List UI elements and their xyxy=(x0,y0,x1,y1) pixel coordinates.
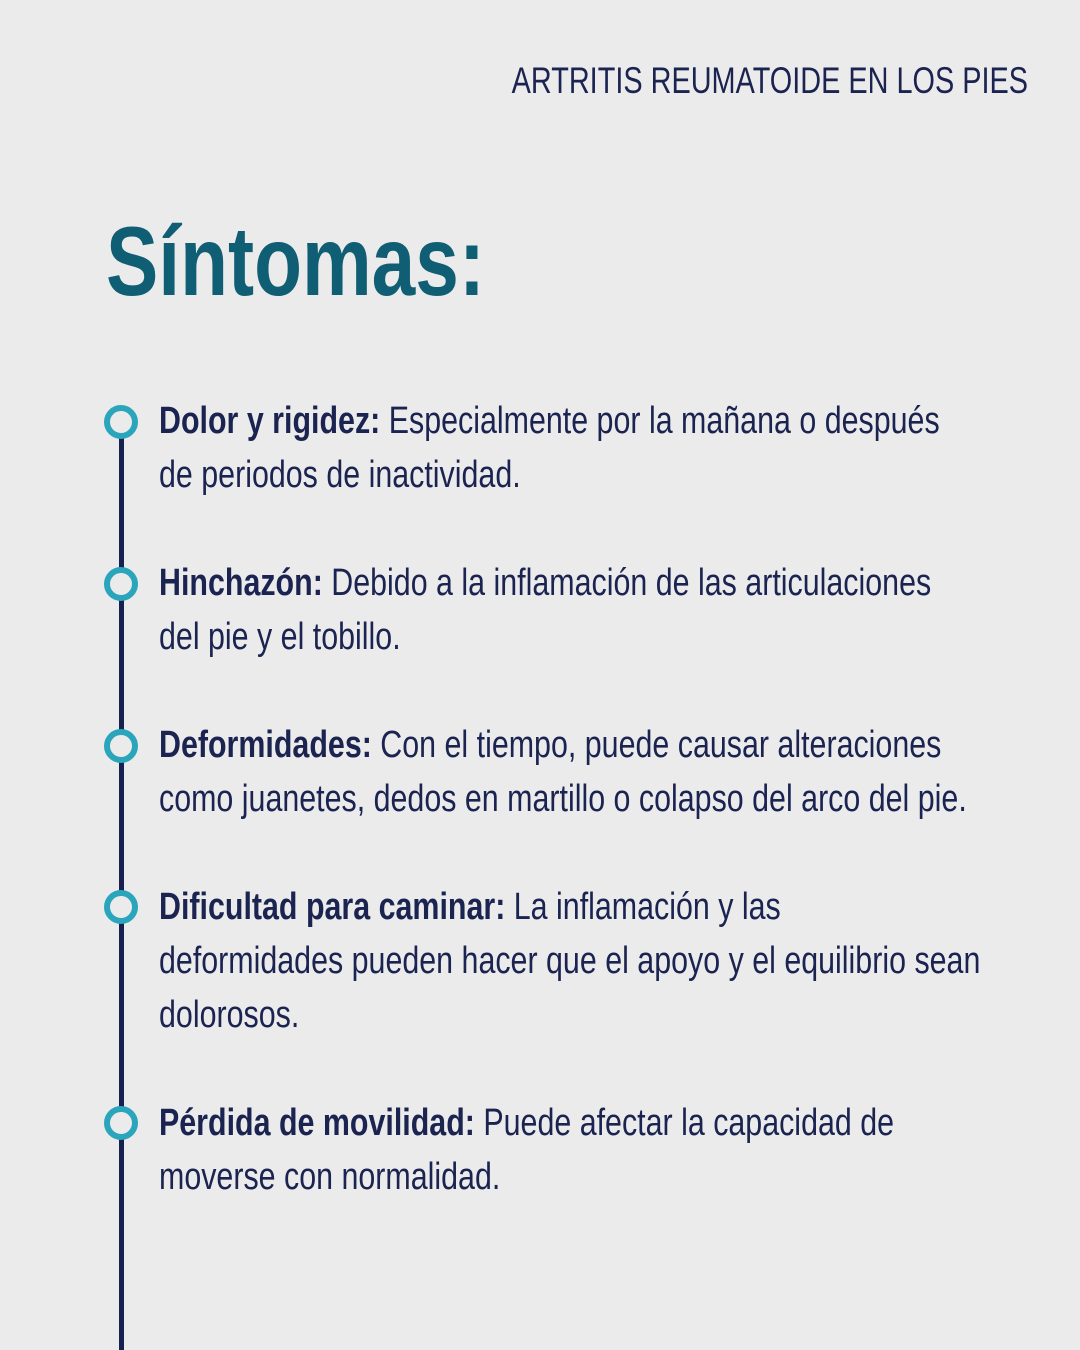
timeline-node xyxy=(104,729,138,763)
symptom-term: Pérdida de movilidad: xyxy=(159,1102,475,1144)
page-title: Síntomas: xyxy=(106,206,485,316)
symptom-term: Hinchazón: xyxy=(159,562,323,604)
symptom-term: Dolor y rigidez: xyxy=(159,400,381,442)
symptom-item xyxy=(159,556,931,664)
symptom-item xyxy=(159,394,940,502)
timeline-node xyxy=(104,1106,138,1140)
symptom-term: Dificultad para caminar: xyxy=(159,886,506,928)
header-title: ARTRITIS REUMATOIDE EN LOS PIES xyxy=(511,60,1028,101)
symptom-description: deformidades pueden hacer que el apoyo y el equilibrio sean xyxy=(159,940,981,982)
symptom-term: Deformidades: xyxy=(159,724,372,766)
symptom-item xyxy=(159,718,967,826)
symptom-description: moverse con normalidad. xyxy=(159,1156,501,1198)
symptom-description: La inflamación y las xyxy=(513,886,781,928)
symptom-description: Con el tiempo, puede causar alteraciones xyxy=(380,724,942,766)
symptom-description: Puede afectar la capacidad de xyxy=(483,1102,895,1144)
symptom-description: de periodos de inactividad. xyxy=(159,454,521,496)
symptom-description: dolorosos. xyxy=(159,994,300,1036)
symptom-description: Debido a la inflamación de las articulaciones xyxy=(331,562,932,604)
symptom-item xyxy=(159,1096,894,1204)
timeline-node xyxy=(104,890,138,924)
symptom-description: Especialmente por la mañana o después xyxy=(388,400,940,442)
timeline-node xyxy=(104,567,138,601)
symptom-description: del pie y el tobillo. xyxy=(159,616,401,658)
timeline-node xyxy=(104,405,138,439)
symptom-item xyxy=(159,880,980,1042)
symptom-description: como juanetes, dedos en martillo o colapso del arco del pie. xyxy=(159,778,967,820)
